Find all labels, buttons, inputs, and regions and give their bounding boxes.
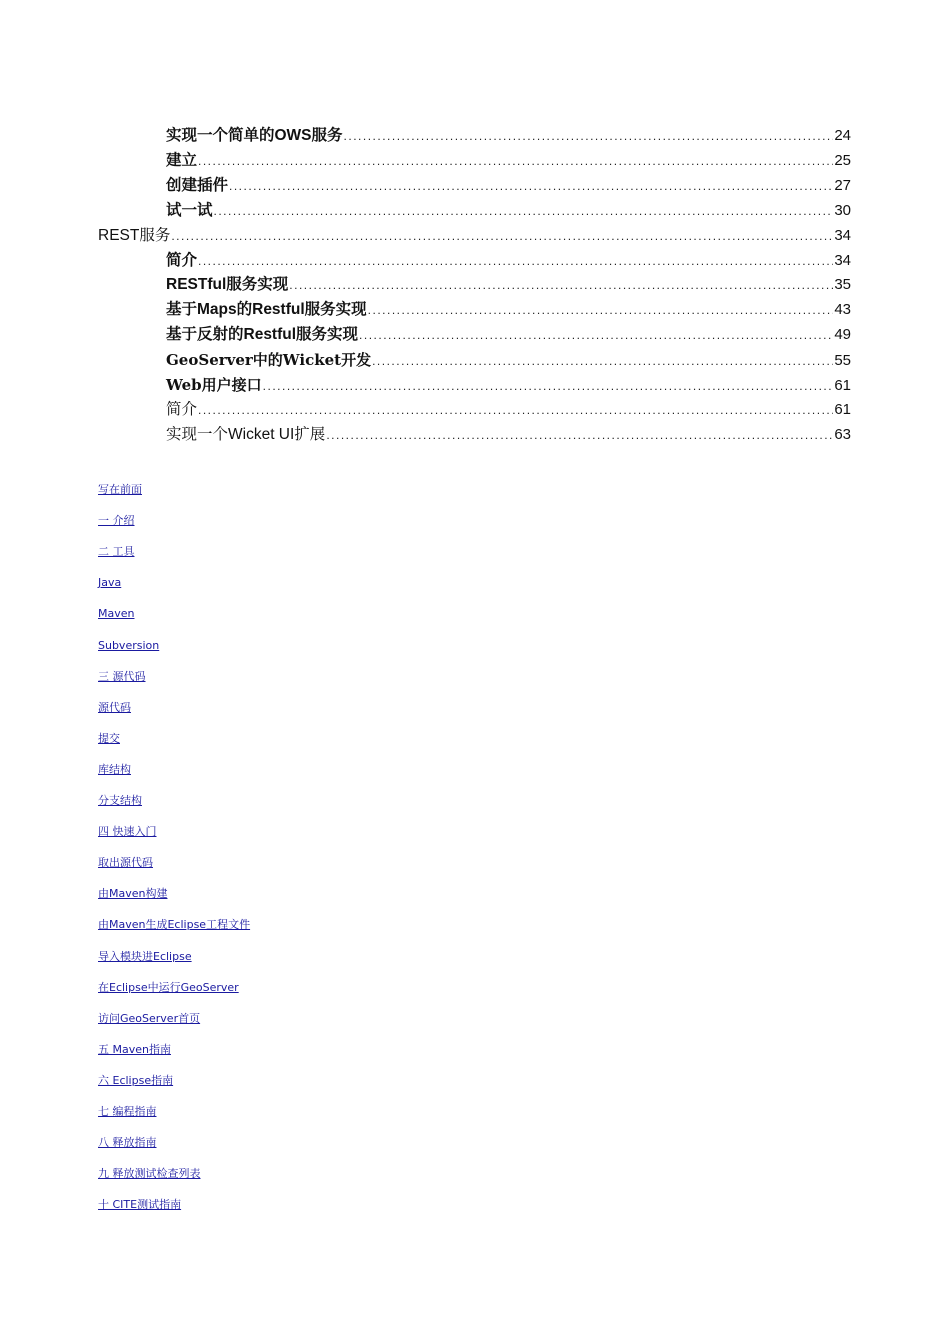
toc-link[interactable]: 一 介绍 [98,514,135,528]
toc-page-number: 30 [834,201,851,219]
toc-link[interactable]: 提交 [98,731,120,745]
toc-page-number: 55 [834,352,851,370]
toc-page-number: 61 [834,377,851,394]
toc-page-number: 25 [834,151,851,169]
toc-leader-dots [263,374,834,398]
toc-leader-dots [326,423,833,447]
toc-page-number: 49 [834,326,851,344]
toc-page-number: 63 [834,425,851,443]
toc-link[interactable]: 访问GeoServer首页 [98,1011,201,1025]
toc-entry-title: 简介 [166,400,198,418]
toc-link[interactable]: 八 释放指南 [98,1136,157,1150]
toc-entry-title: REST服务 [98,226,171,244]
toc-entry-title: 实现一个简单的OWS服务 [166,127,343,144]
toc-entry[interactable] [166,348,851,372]
toc-entry[interactable] [166,398,851,422]
toc-entry-title: 试一试 [166,201,213,219]
toc-page-number: 35 [834,276,851,294]
toc-entry[interactable] [166,273,851,297]
toc-entry-title: 基于Maps的Restful服务实现 [166,301,367,319]
toc-link[interactable]: 由Maven构建 [98,887,168,901]
toc-leader-dots [289,273,833,297]
toc-leader-dots [198,149,833,173]
toc-page-number: 34 [834,226,851,244]
toc-link[interactable]: 分支结构 [98,794,142,807]
toc-leader-dots [368,298,834,322]
toc-link[interactable]: 三 源代码 [98,669,146,683]
toc-page-number: 61 [834,400,851,418]
toc-leader-dots [171,224,833,248]
toc-entry-title: Web用户接口 [166,376,262,394]
toc-entry[interactable] [98,224,851,248]
toc-link[interactable]: 六 Eclipse指南 [98,1073,174,1087]
toc-link[interactable]: Java [98,576,122,590]
toc-link[interactable]: 十 CITE测试指南 [98,1198,182,1212]
toc-leader-dots [198,249,833,273]
toc-entry[interactable] [166,199,851,223]
toc-link[interactable]: 四 快速入门 [98,825,157,839]
toc-link[interactable]: 五 Maven指南 [98,1042,171,1056]
toc-link[interactable]: 九 释放测试检查列表 [98,1167,201,1181]
toc-link[interactable]: 由Maven生成Eclipse工程文件 [98,918,251,932]
toc-entry-title: 基于反射的Restful服务实现 [166,326,359,344]
toc-leader-dots [229,174,833,198]
toc-entry-title: RESTful服务实现 [166,276,289,294]
toc-entry-title: GeoServer中的Wicket开发 [166,351,372,370]
toc-leader-dots [359,323,833,347]
toc-link[interactable]: Maven [98,607,135,621]
toc-entry[interactable] [166,298,851,322]
toc-entry[interactable] [166,174,851,198]
toc-page-number: 34 [834,251,851,269]
toc-leader-dots [344,124,834,148]
toc-entry-title: 建立 [166,151,198,169]
toc-entry[interactable] [166,323,851,347]
toc-link[interactable]: 在Eclipse中运行GeoServer [98,980,239,994]
toc-entry[interactable] [166,249,851,273]
toc-entry[interactable] [166,124,851,148]
toc-entry-title: 创建插件 [166,176,229,194]
toc-leader-dots [372,349,833,373]
toc-leader-dots [198,398,833,422]
toc-entry[interactable] [166,423,851,447]
toc-link[interactable]: 库结构 [98,762,131,776]
toc-link[interactable]: 二 工具 [98,545,135,559]
toc-link[interactable]: 七 编程指南 [98,1105,157,1118]
toc-page-number: 24 [834,127,851,144]
toc-link[interactable]: 取出源代码 [98,856,153,870]
toc-entry-title: 简介 [166,251,198,269]
toc-page-number: 27 [834,176,851,194]
toc-entry-title: 实现一个Wicket UI扩展 [166,425,326,443]
toc-link[interactable]: 源代码 [98,700,131,714]
toc-link[interactable]: 写在前面 [98,483,142,496]
toc-page-number: 43 [834,301,851,319]
toc-leader-dots [214,199,834,223]
toc-link[interactable]: 导入模块进Eclipse [98,949,192,963]
toc-entry[interactable] [166,373,851,397]
toc-link[interactable]: Subversion [98,638,160,652]
toc-entry[interactable] [166,149,851,173]
